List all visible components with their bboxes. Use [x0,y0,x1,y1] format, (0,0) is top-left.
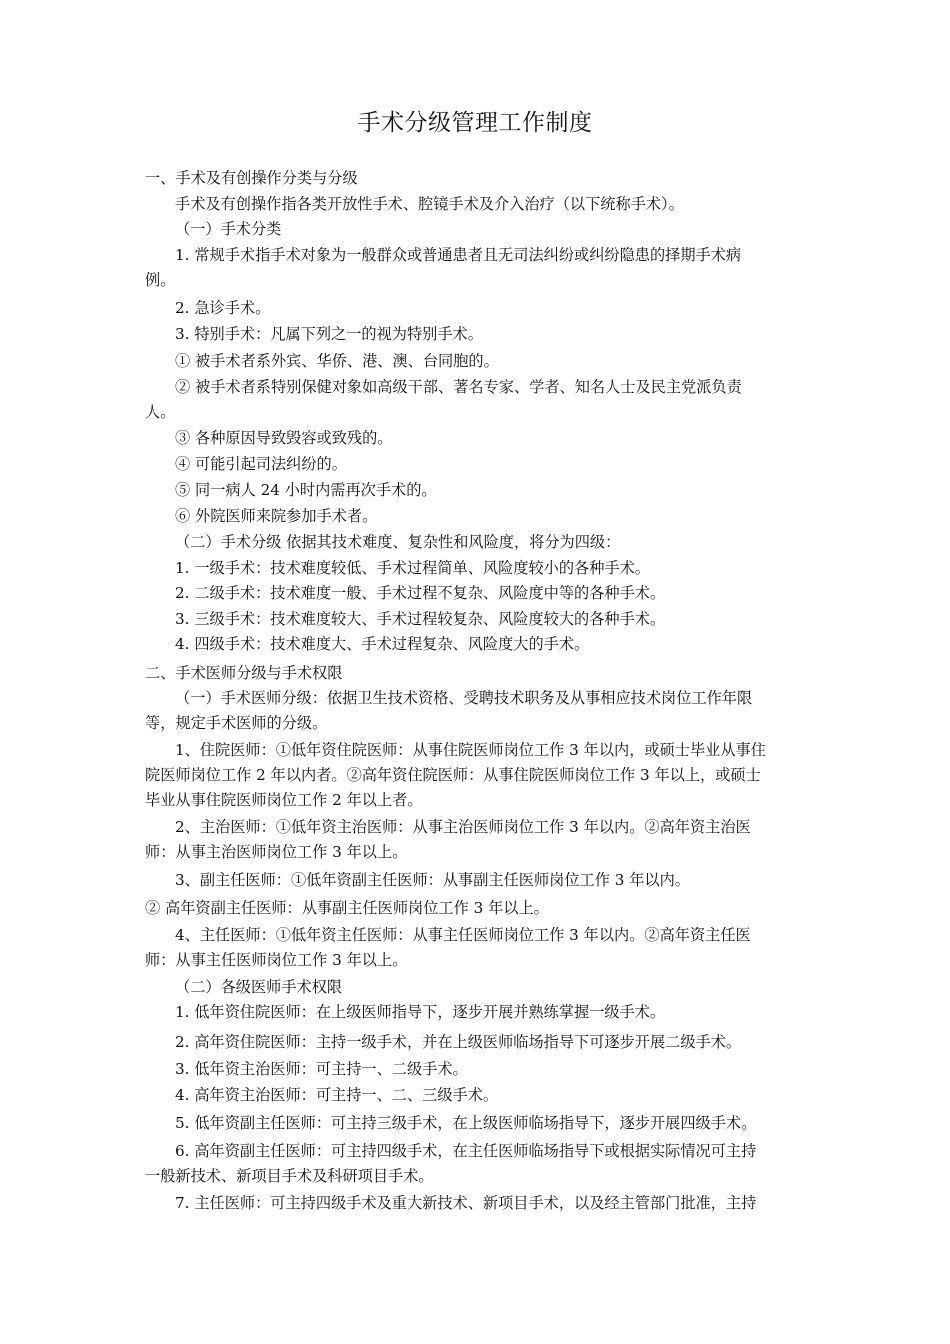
paragraph-line: 例。 [145,271,176,289]
paragraph-line: 2. 二级手术：技术难度一般、手术过程不复杂、风险度中等的各种手术。 [175,584,666,602]
paragraph-line: ⑤ 同一病人 24 小时内需再次手术的。 [175,481,437,499]
paragraph-line: 1. 低年资住院医师：在上级医师指导下，逐步开展并熟练掌握一级手术。 [175,1003,666,1021]
paragraph-line: 1、住院医师：①低年资住院医师：从事住院医师岗位工作 3 年以内，或硕士毕业从事住 [175,741,766,759]
paragraph-line: 人。 [145,403,176,421]
paragraph-line: 手术及有创操作指各类开放性手术、腔镜手术及介入治疗（以下统称手术）。 [175,195,684,213]
paragraph-line: 3. 特别手术：凡属下列之一的视为特别手术。 [175,325,483,343]
paragraph-line: 1. 常规手术指手术对象为一般群众或普通患者且无司法纠纷或纠纷隐患的择期手术病 [175,246,742,264]
paragraph-line: ② 高年资副主任医师：从事副主任医师岗位工作 3 年以上。 [145,899,549,917]
paragraph-line: 2. 高年资住院医师：主持一级手术，并在上级医师临场指导下可逐步开展二级手术。 [175,1033,742,1051]
paragraph-line: ① 被手术者系外宾、华侨、港、澳、台同胞的。 [175,352,499,370]
paragraph-line: ③ 各种原因导致毁容或致残的。 [175,429,393,447]
subsection-heading: （二）手术分级 依据其技术难度、复杂性和风险度，将分为四级： [175,533,621,551]
paragraph-line: 3. 低年资主治医师：可主持一、二级手术。 [175,1060,468,1078]
paragraph-line: 院医师岗位工作 2 年以内者。②高年资住院医师：从事住院医师岗位工作 3 年以上，或硕士 [145,766,761,784]
paragraph-line: ⑥ 外院医师来院参加手术者。 [175,507,378,525]
paragraph-line: 4. 四级手术：技术难度大、手术过程复杂、风险度大的手术。 [175,635,590,653]
subsection-heading: （一）手术医师分级：依据卫生技术资格、受聘技术职务及从事相应技术岗位工作年限 [175,689,753,707]
paragraph-line: 3. 三级手术：技术难度较大、手术过程较复杂、风险度较大的各种手术。 [175,610,666,628]
section-heading-1: 一、手术及有创操作分类与分级 [145,169,358,187]
paragraph-line: 师：从事主任医师岗位工作 3 年以上。 [145,951,408,969]
paragraph-line: 6. 高年资副主任医师：可主持四级手术，在主任医师临场指导下或根据实际情况可主持 [175,1142,757,1160]
subsection-heading: （二）各级医师手术权限 [175,978,343,996]
document-title: 手术分级管理工作制度 [357,110,593,136]
paragraph-line: 7. 主任医师：可主持四级手术及重大新技术、新项目手术，以及经主管部门批准，主持 [175,1194,757,1212]
paragraph-line: 4. 高年资主治医师：可主持一、二、三级手术。 [175,1086,499,1104]
subsection-heading: （一）手术分类 [175,220,282,238]
paragraph-line: 2. 急诊手术。 [175,299,271,317]
paragraph-line: 2、主治医师：①低年资主治医师：从事主治医师岗位工作 3 年以内。②高年资主治医 [175,818,751,836]
paragraph-line: ② 被手术者系特别保健对象如高级干部、著名专家、学者、知名人士及民主党派负责 [175,378,742,396]
paragraph-line: 4、主任医师：①低年资主任医师：从事主任医师岗位工作 3 年以内。②高年资主任医 [175,926,751,944]
paragraph-line: 毕业从事住院医师岗位工作 2 年以上者。 [145,791,423,809]
section-heading-2: 二、手术医师分级与手术权限 [145,664,343,682]
paragraph-line: 3、副主任医师：①低年资副主任医师：从事副主任医师岗位工作 3 年以内。 [175,871,690,889]
paragraph-line: 一般新技术、新项目手术及科研项目手术。 [145,1167,434,1185]
paragraph-line: 5. 低年资副主任医师：可主持三级手术，在上级医师临场指导下，逐步开展四级手术。 [175,1114,757,1132]
paragraph-line: 师：从事主治医师岗位工作 3 年以上。 [145,843,408,861]
paragraph-line: ④ 可能引起司法纠纷的。 [175,455,347,473]
paragraph-line: 等，规定手术医师的分级。 [145,714,328,732]
paragraph-line: 1. 一级手术：技术难度较低、手术过程简单、风险度较小的各种手术。 [175,559,650,577]
